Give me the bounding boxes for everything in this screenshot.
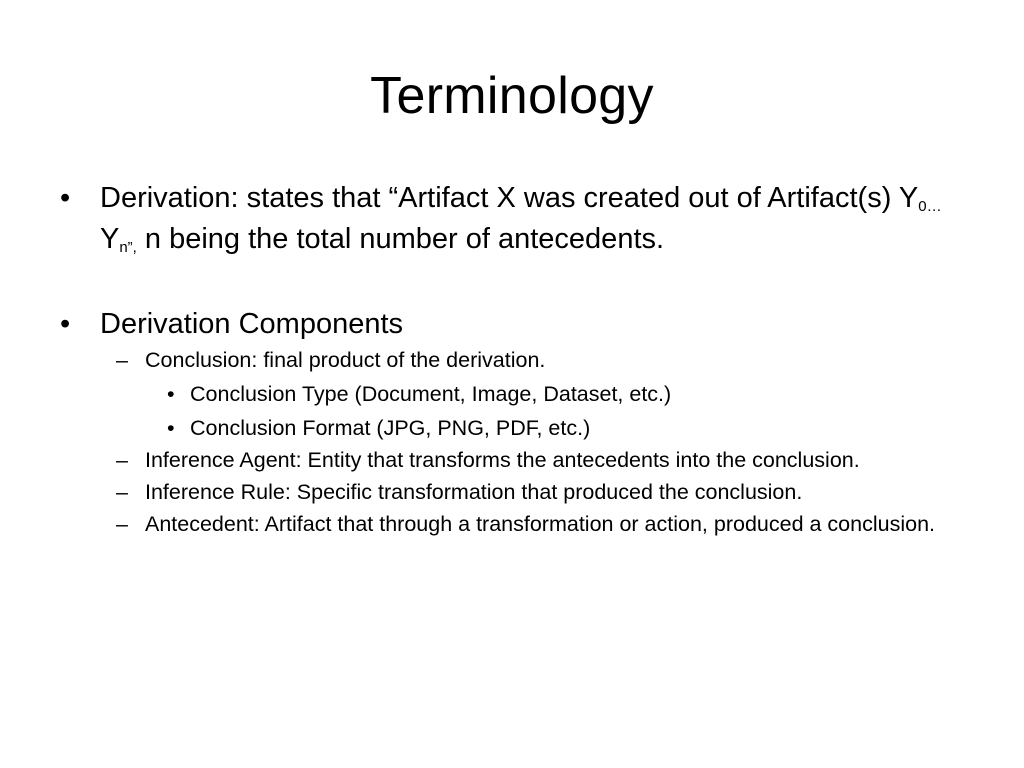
sub-item-inference-agent bbox=[58, 447, 968, 474]
slide-title: Terminology bbox=[370, 67, 654, 125]
derivation-text-start: Derivation: states that “Artifact X was created out of Artifact(s) Y bbox=[100, 182, 919, 214]
bullet-icon: • bbox=[60, 308, 71, 340]
bullet-derivation bbox=[58, 180, 968, 262]
sub-sub-item-text: Conclusion Format (JPG, PNG, PDF, etc.) bbox=[190, 416, 591, 440]
bullet-icon: • bbox=[60, 182, 71, 214]
dash-icon: – bbox=[116, 348, 128, 372]
bullet-icon: • bbox=[167, 416, 175, 440]
derivation-text-end: n being the total number of antecedents. bbox=[136, 223, 665, 255]
slide-body bbox=[58, 180, 968, 538]
dash-icon: – bbox=[116, 512, 128, 536]
bullet-derivation-components bbox=[58, 306, 968, 342]
derivation-y-letter: Y bbox=[100, 223, 120, 255]
sub-sub-item-conclusion-type bbox=[58, 381, 968, 408]
sub-sub-item-conclusion-format bbox=[58, 415, 968, 442]
dash-icon: – bbox=[116, 480, 128, 504]
dash-icon: – bbox=[116, 448, 128, 472]
sub-sub-item-text: Conclusion Type (Document, Image, Dataset, etc.) bbox=[190, 382, 672, 406]
sub-item-conclusion bbox=[58, 347, 968, 374]
sub-item-text: Conclusion: final product of the derivation. bbox=[145, 348, 546, 372]
sub-item-text: Inference Rule: Specific transformation that produced the conclusion. bbox=[145, 480, 803, 504]
sub-item-text: Inference Agent: Entity that transforms the antecedents into the conclusion. bbox=[145, 448, 860, 472]
sub-item-inference-rule bbox=[58, 479, 968, 506]
sub-item-antecedent bbox=[58, 511, 968, 538]
bullet-icon: • bbox=[167, 382, 175, 406]
subscript-zero: 0… bbox=[918, 198, 942, 215]
subscript-n: n”, bbox=[119, 239, 137, 256]
sub-item-text: Antecedent: Artifact that through a transformation or action, produced a conclusion. bbox=[145, 512, 935, 536]
derivation-components-text: Derivation Components bbox=[100, 308, 404, 340]
